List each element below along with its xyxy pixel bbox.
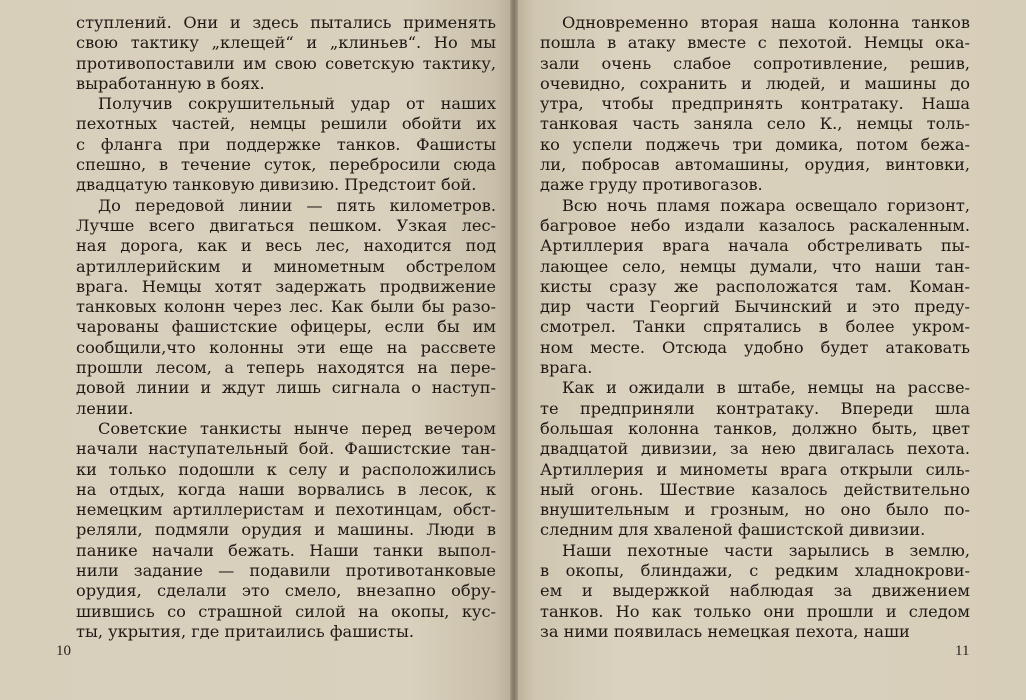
text-line: ступлений. Они и здесь пытались применять bbox=[76, 13, 496, 32]
text-line: сообщили,что колонны эти еще на рассвете bbox=[76, 337, 496, 357]
text-line: багровое небо издали казалось раскаленным. bbox=[540, 215, 970, 235]
left-page-text bbox=[76, 13, 496, 642]
text-line: До передовой линии — пять километров. bbox=[98, 195, 496, 215]
text-line: лающее село, немцы думали, что наши тан- bbox=[540, 256, 970, 276]
paragraph bbox=[76, 196, 496, 419]
text-line: довой линии и ждут лишь сигнала о наступ- bbox=[76, 378, 496, 398]
paragraph bbox=[540, 541, 970, 642]
right-page-text bbox=[540, 13, 970, 642]
text-line: даже груду противогазов. bbox=[540, 175, 763, 195]
text-line: артиллерийским и минометным обстрелом bbox=[76, 256, 496, 276]
text-line: двадцатую танковую дивизию. Предстоит бой. bbox=[76, 175, 477, 195]
text-line: ки только подошли к селу и расположились bbox=[76, 459, 496, 479]
text-line: танковая часть заняла село К., немцы толь- bbox=[540, 114, 970, 134]
text-line: врага. bbox=[540, 358, 593, 378]
book-gutter bbox=[510, 0, 518, 700]
paragraph bbox=[76, 13, 496, 94]
right-page-number: 11 bbox=[955, 643, 970, 659]
paragraph bbox=[76, 94, 496, 195]
paragraph bbox=[540, 378, 970, 540]
text-line: противопоставили им свою советскую тактику, bbox=[76, 53, 496, 73]
paragraph bbox=[540, 196, 970, 379]
text-line: танковых колонн через лес. Как были бы разо- bbox=[76, 297, 496, 317]
text-line: ты, укрытия, где притаились фашисты. bbox=[76, 621, 415, 641]
text-line: немецким артиллеристам и пехотинцам, обст- bbox=[76, 500, 496, 520]
text-line: пошла в атаку вместе с пехотой. Немцы ока- bbox=[540, 33, 970, 53]
text-line: ем и выдержкой наблюдая за движением bbox=[540, 581, 970, 601]
text-line: панике начали бежать. Наши танки выпол- bbox=[76, 540, 496, 560]
text-line: Артиллерия и минометы врага открыли силь- bbox=[540, 459, 970, 479]
text-line: Всю ночь пламя пожара освещало горизонт, bbox=[562, 195, 970, 215]
text-line: пехотных частей, немцы решили обойти их bbox=[76, 114, 496, 134]
text-line: Наши пехотные части зарылись в землю, bbox=[562, 540, 970, 560]
text-line: большая колонна танков, должно быть, цвет bbox=[540, 418, 970, 438]
text-line: очевидно, сохранить и людей, и машины до bbox=[540, 73, 970, 93]
paragraph bbox=[540, 13, 970, 196]
text-line: ная дорога, как и весь лес, находится под bbox=[76, 236, 496, 256]
text-line: с фланга при поддержке танков. Фашисты bbox=[76, 134, 496, 154]
text-line: Артиллерия врага начала обстреливать пы- bbox=[540, 236, 970, 256]
text-line: чарованы фашистские офицеры, если бы им bbox=[76, 317, 496, 337]
text-line: нили задание — подавили противотанковые bbox=[76, 561, 496, 581]
text-line: двадцатой дивизии, за нею двигалась пехота. bbox=[540, 439, 970, 459]
text-line: прошли лесом, а теперь находятся на пере- bbox=[76, 358, 496, 378]
text-line: шившись со страшной силой на окопы, кус- bbox=[76, 601, 496, 621]
text-line: на отдых, когда наши ворвались в лесок, к bbox=[76, 479, 496, 499]
text-line: внушительным и грозным, но оно было по- bbox=[540, 500, 970, 520]
text-line: орудия, сделали это смело, внезапно обру- bbox=[76, 581, 496, 601]
text-line: танков. Но как только они прошли и следом bbox=[540, 601, 970, 621]
text-line: Как и ожидали в штабе, немцы на рассве- bbox=[562, 378, 970, 398]
text-line: свою тактику „клещей“ и „клиньев“. Но мы bbox=[76, 33, 496, 53]
text-line: за ними появилась немецкая пехота, наши bbox=[540, 621, 910, 641]
text-line: Советские танкисты нынче перед вечером bbox=[98, 418, 496, 438]
text-line: Одновременно вторая наша колонна танков bbox=[562, 13, 970, 32]
text-line: Лучше всего двигаться пешком. Узкая лес- bbox=[76, 215, 496, 235]
text-line: выработанную в боях. bbox=[76, 73, 265, 93]
left-page-number: 10 bbox=[56, 643, 71, 659]
text-line: в окопы, блиндажи, с редким хладнокрови- bbox=[540, 561, 970, 581]
text-line: следним для хваленой фашистской дивизии. bbox=[540, 520, 926, 540]
text-line: ном месте. Отсюда удобно будет атаковать bbox=[540, 337, 970, 357]
text-line: кисты сразу же расположатся там. Коман- bbox=[540, 276, 970, 296]
text-line: утра, чтобы предпринять контратаку. Наша bbox=[540, 94, 970, 114]
text-line: начали наступательный бой. Фашистские тан- bbox=[76, 439, 496, 459]
text-line: дир части Георгий Бычинский и это преду- bbox=[540, 297, 970, 317]
text-line: спешно, в течение суток, перебросили сюда bbox=[76, 155, 496, 175]
text-line: ли, побросав автомашины, орудия, винтовки, bbox=[540, 155, 970, 175]
text-line: лении. bbox=[76, 398, 134, 418]
text-line: реляли, подмяли орудия и машины. Люди в bbox=[76, 520, 496, 540]
text-line: ный огонь. Шествие казалось действительно bbox=[540, 479, 970, 499]
text-line: Получив сокрушительный удар от наших bbox=[98, 94, 496, 114]
text-line: ко успели поджечь три домика, потом бежа- bbox=[540, 134, 970, 154]
text-line: зали очень слабое сопротивление, решив, bbox=[540, 53, 970, 73]
paragraph bbox=[76, 419, 496, 642]
text-line: те предприняли контратаку. Впереди шла bbox=[540, 398, 970, 418]
text-line: врага. Немцы хотят задержать продвижение bbox=[76, 276, 496, 296]
text-line: смотрел. Танки спрятались в более укром- bbox=[540, 317, 970, 337]
